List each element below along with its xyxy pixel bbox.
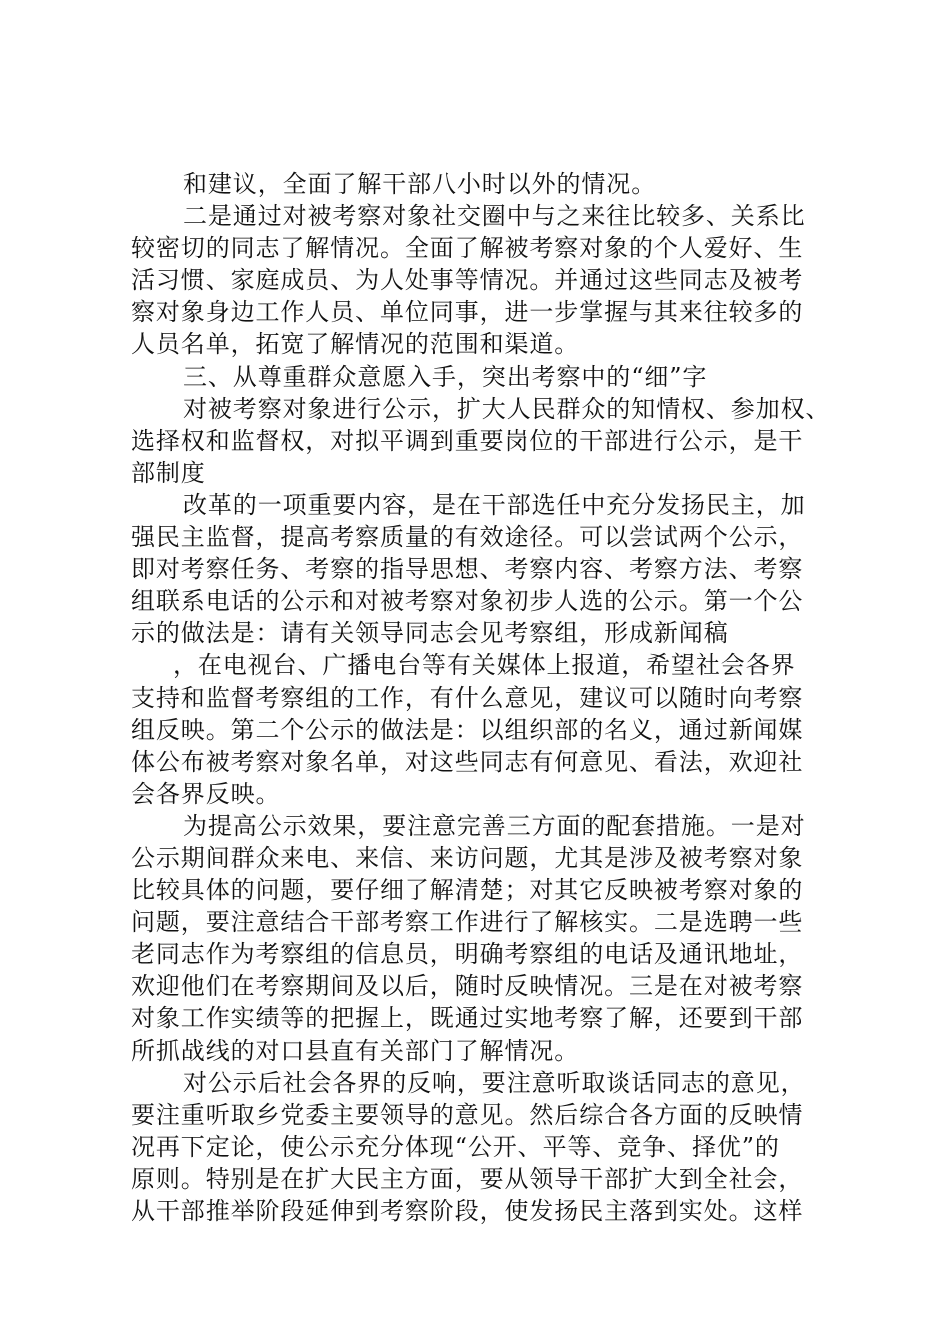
text-line: 对公示后社会各界的反响，要注意听取谈话同志的意见， [183,1068,806,1097]
text-line: 对象工作实绩等的把握上，既通过实地考察了解，还要到干部 [131,1004,804,1033]
text-line: 问题，要注意结合干部考察工作进行了解核实。二是选聘一些 [131,908,804,937]
text-line: 原则。特别是在扩大民主方面，要从领导干部扩大到全社会， [131,1164,804,1193]
text-line: 部制度 [131,458,206,487]
text-line: 体公布被考察对象名单，对这些同志有何意见、看法，欢迎社 [131,747,804,776]
text-line: 老同志作为考察组的信息员，明确考察组的电话及通讯地址， [131,940,804,969]
text-line: 况再下定论，使公示充分体现“公开、平等、竞争、择优”的 [131,1132,780,1161]
document-body [131,168,851,1227]
text-line: 欢迎他们在考察期间及以后，随时反映情况。三是在对被考察 [131,972,804,1001]
text-line: 会各界反映。 [131,779,281,808]
text-line: 和建议，全面了解干部八小时以外的情况。 [183,170,657,198]
text-line: 选择权和监督权，对拟平调到重要岗位的干部进行公示，是干 [131,426,804,455]
text-line: 所抓战线的对口县直有关部门了解情况。 [131,1036,580,1065]
text-line: 对被考察对象进行公示，扩大人民群众的知情权、参加权、 [183,394,831,423]
text-line: 活习惯、家庭成员、为人处事等情况。并通过这些同志及被考 [131,266,804,295]
text-line: 组联系电话的公示和对被考察对象初步人选的公示。第一个公 [131,587,804,616]
text-line: 人员名单，拓宽了解情况的范围和渠道。 [131,330,580,359]
text-line: 较密切的同志了解情况。全面了解被考察对象的个人爱好、生 [131,234,804,263]
text-line: 要注重听取乡党委主要领导的意见。然后综合各方面的反映情 [131,1100,804,1129]
text-line: 二是通过对被考察对象社交圈中与之来往比较多、关系比 [183,202,806,231]
text-line: 示的做法是：请有关领导同志会见考察组，形成新闻稿 [131,619,729,648]
text-line: 比较具体的问题，要仔细了解清楚；对其它反映被考察对象的 [131,876,804,905]
text-line: 从干部推举阶段延伸到考察阶段，使发扬民主落到实处。这样 [131,1197,804,1225]
text-line: 强民主监督，提高考察质量的有效途径。可以尝试两个公示， [131,523,804,552]
section-heading: 三、从尊重群众意愿入手，突出考察中的“细”字 [183,362,708,391]
text-line: ，在电视台、广播电台等有关媒体上报道，希望社会各界 [173,651,796,680]
text-line: 公示期间群众来电、来信、来访问题，尤其是涉及被考察对象 [131,843,804,872]
text-line: 支持和监督考察组的工作，有什么意见，建议可以随时向考察 [131,683,804,712]
text-line: 察对象身边工作人员、单位同事，进一步掌握与其来往较多的 [131,298,804,327]
text-line: 改革的一项重要内容，是在干部选任中充分发扬民主，加 [183,490,806,519]
text-line: 即对考察任务、考察的指导思想、考察内容、考察方法、考察 [131,555,804,584]
text-line: 组反映。第二个公示的做法是：以组织部的名义，通过新闻媒 [131,715,804,744]
text-line: 为提高公示效果，要注意完善三方面的配套措施。一是对 [183,811,806,840]
